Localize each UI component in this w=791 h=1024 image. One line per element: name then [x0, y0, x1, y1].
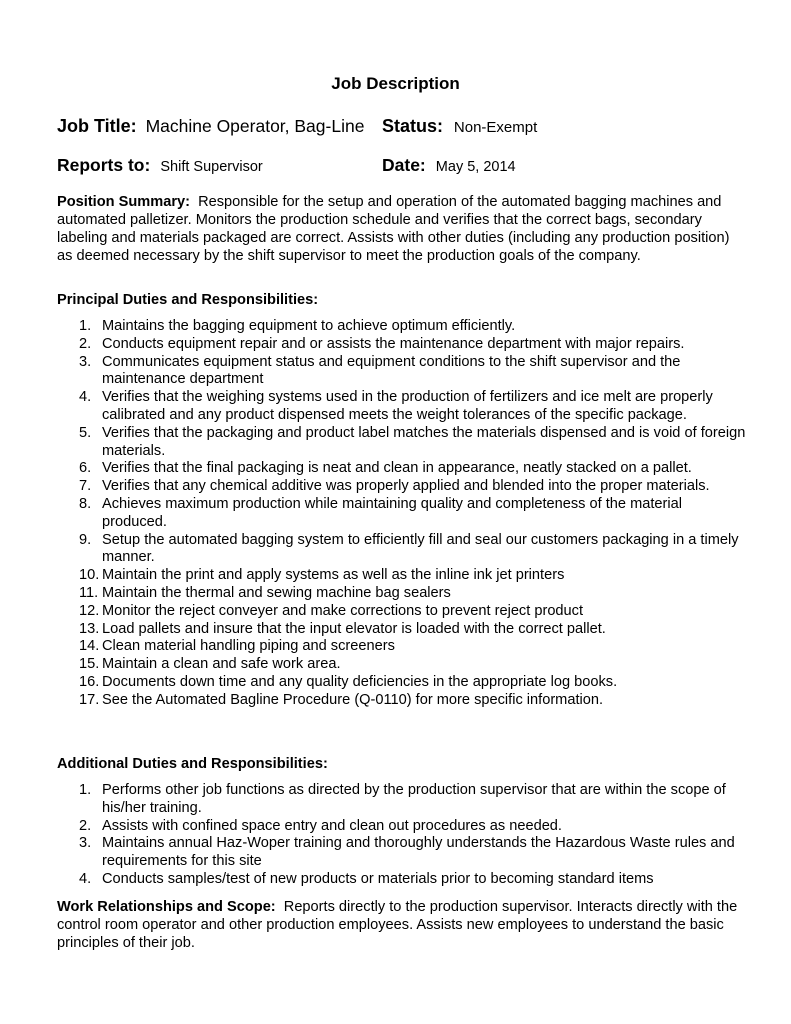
- list-item-number: 12.: [79, 602, 100, 619]
- list-item-number: 7.: [79, 478, 92, 495]
- reports-to-row: [57, 155, 263, 176]
- list-item: [57, 496, 747, 532]
- list-item-number: 8.: [79, 495, 92, 512]
- list-item: [57, 603, 747, 621]
- list-item-text: Conducts equipment repair and or assists the maintenance department with major repairs.: [102, 335, 685, 352]
- date-label: Date:: [382, 155, 426, 175]
- job-title-label: Job Title:: [57, 116, 137, 136]
- work-relationships-text: Reports directly to the production supervisor. Interacts directly with the control room operator and other production employees. Assists new employees to understand the basic principles of their job.: [57, 899, 738, 951]
- list-item: [57, 835, 747, 871]
- list-item-text: Verifies that any chemical additive was properly applied and blended into the proper materials.: [102, 478, 710, 495]
- list-item: [57, 782, 747, 818]
- position-summary-label: Position Summary:: [57, 194, 190, 210]
- job-title-value: Machine Operator, Bag-Line: [145, 116, 365, 136]
- list-item-text: Achieves maximum production while maintaining quality and completeness of the material produced.: [102, 495, 682, 530]
- list-item: [57, 389, 747, 425]
- list-item: [57, 478, 747, 496]
- list-item-text: Maintain the print and apply systems as well as the inline ink jet printers: [102, 567, 565, 584]
- list-item-text: Load pallets and insure that the input elevator is loaded with the correct pallet.: [102, 620, 606, 637]
- list-item: [57, 674, 747, 692]
- list-item: [57, 354, 747, 390]
- list-item: [57, 656, 747, 674]
- list-item-text: Communicates equipment status and equipment conditions to the shift supervisor and the maintenance department: [102, 353, 681, 388]
- list-item-number: 6.: [79, 460, 92, 477]
- list-item-text: See the Automated Bagline Procedure (Q-0110) for more specific information.: [102, 691, 604, 708]
- reports-to-value: Shift Supervisor: [160, 159, 263, 175]
- list-item-text: Assists with confined space entry and clean out procedures as needed.: [102, 817, 562, 834]
- reports-to-label: Reports to:: [57, 155, 151, 175]
- list-item: [57, 638, 747, 656]
- list-item-text: Performs other job functions as directed by the production supervisor that are within the scope of his/her training.: [102, 782, 726, 816]
- additional-duties-heading: Additional Duties and Responsibilities:: [57, 756, 328, 772]
- list-item: [57, 621, 747, 639]
- list-item-text: Setup the automated bagging system to efficiently fill and seal our customers packaging in a timely manner.: [102, 531, 739, 566]
- list-item: [57, 871, 747, 889]
- list-item-number: 2.: [79, 335, 92, 352]
- list-item-number: 15.: [79, 656, 100, 673]
- list-item-number: 1.: [79, 318, 92, 334]
- status-label: Status:: [382, 116, 444, 136]
- list-item-number: 13.: [79, 620, 100, 637]
- date-row: [382, 155, 516, 176]
- list-item-text: Verifies that the final packaging is neat and clean in appearance, neatly stacked on a pallet.: [102, 460, 692, 477]
- position-summary: [57, 193, 747, 265]
- list-item-number: 11.: [79, 584, 99, 601]
- list-item-number: 14.: [79, 638, 100, 655]
- list-item-text: Conducts samples/test of new products or materials prior to becoming standard items: [102, 870, 654, 887]
- list-item: [57, 318, 747, 336]
- list-item: [57, 425, 747, 461]
- list-item: [57, 336, 747, 354]
- list-item-text: Monitor the reject conveyer and make corrections to prevent reject product: [102, 602, 584, 619]
- list-item-text: Maintain the thermal and sewing machine bag sealers: [102, 584, 451, 601]
- list-item-number: 2.: [79, 817, 92, 834]
- position-summary-text: Responsible for the setup and operation of the automated bagging machines and automated palletizer. Monitors the production schedule and verifies that the correct bags, secondary labeling and materials packaged are correct. Assists with other duties (including any production position) as deemed necessary by the shift supervisor to meet the production goals of the company.: [57, 194, 730, 264]
- list-item-number: 9.: [79, 531, 92, 548]
- job-title-row: [57, 116, 364, 137]
- list-item-text: Maintains the bagging equipment to achieve optimum efficiently.: [102, 318, 516, 334]
- page-title: Job Description: [331, 74, 460, 93]
- work-relationships: [57, 898, 747, 952]
- additional-duties-list: [57, 782, 747, 889]
- list-item-number: 17.: [79, 691, 100, 708]
- list-item-number: 3.: [79, 835, 92, 852]
- list-item: [57, 818, 747, 836]
- principal-duties-list: [57, 318, 747, 710]
- list-item-number: 10.: [79, 567, 100, 584]
- list-item-number: 4.: [79, 870, 92, 887]
- list-item: [57, 585, 747, 603]
- status-value: Non-Exempt: [453, 119, 538, 136]
- list-item-number: 5.: [79, 424, 92, 441]
- list-item-text: Clean material handling piping and screeners: [102, 638, 395, 655]
- list-item-text: Maintain a clean and safe work area.: [102, 656, 341, 673]
- list-item-number: 1.: [79, 782, 92, 798]
- list-item: [57, 532, 747, 568]
- list-item: [57, 567, 747, 585]
- list-item-number: 4.: [79, 389, 92, 406]
- principal-duties-heading: Principal Duties and Responsibilities:: [57, 292, 319, 308]
- list-item-number: 3.: [79, 353, 92, 370]
- list-item-number: 16.: [79, 673, 100, 690]
- list-item: [57, 692, 747, 710]
- list-item-text: Verifies that the weighing systems used in the production of fertilizers and ice melt are properly calibrated and any product dispensed meets the weight tolerances of the specific package.: [102, 389, 713, 423]
- list-item-text: Verifies that the packaging and product label matches the materials dispensed and is void of foreign materials.: [102, 424, 746, 459]
- work-relationships-label: Work Relationships and Scope:: [57, 899, 276, 915]
- status-row: [382, 116, 537, 137]
- list-item-text: Maintains annual Haz-Woper training and thoroughly understands the Hazardous Waste rules and requirements for this site: [102, 835, 735, 870]
- date-value: May 5, 2014: [435, 159, 516, 175]
- list-item: [57, 460, 747, 478]
- list-item-text: Documents down time and any quality deficiencies in the appropriate log books.: [102, 673, 618, 690]
